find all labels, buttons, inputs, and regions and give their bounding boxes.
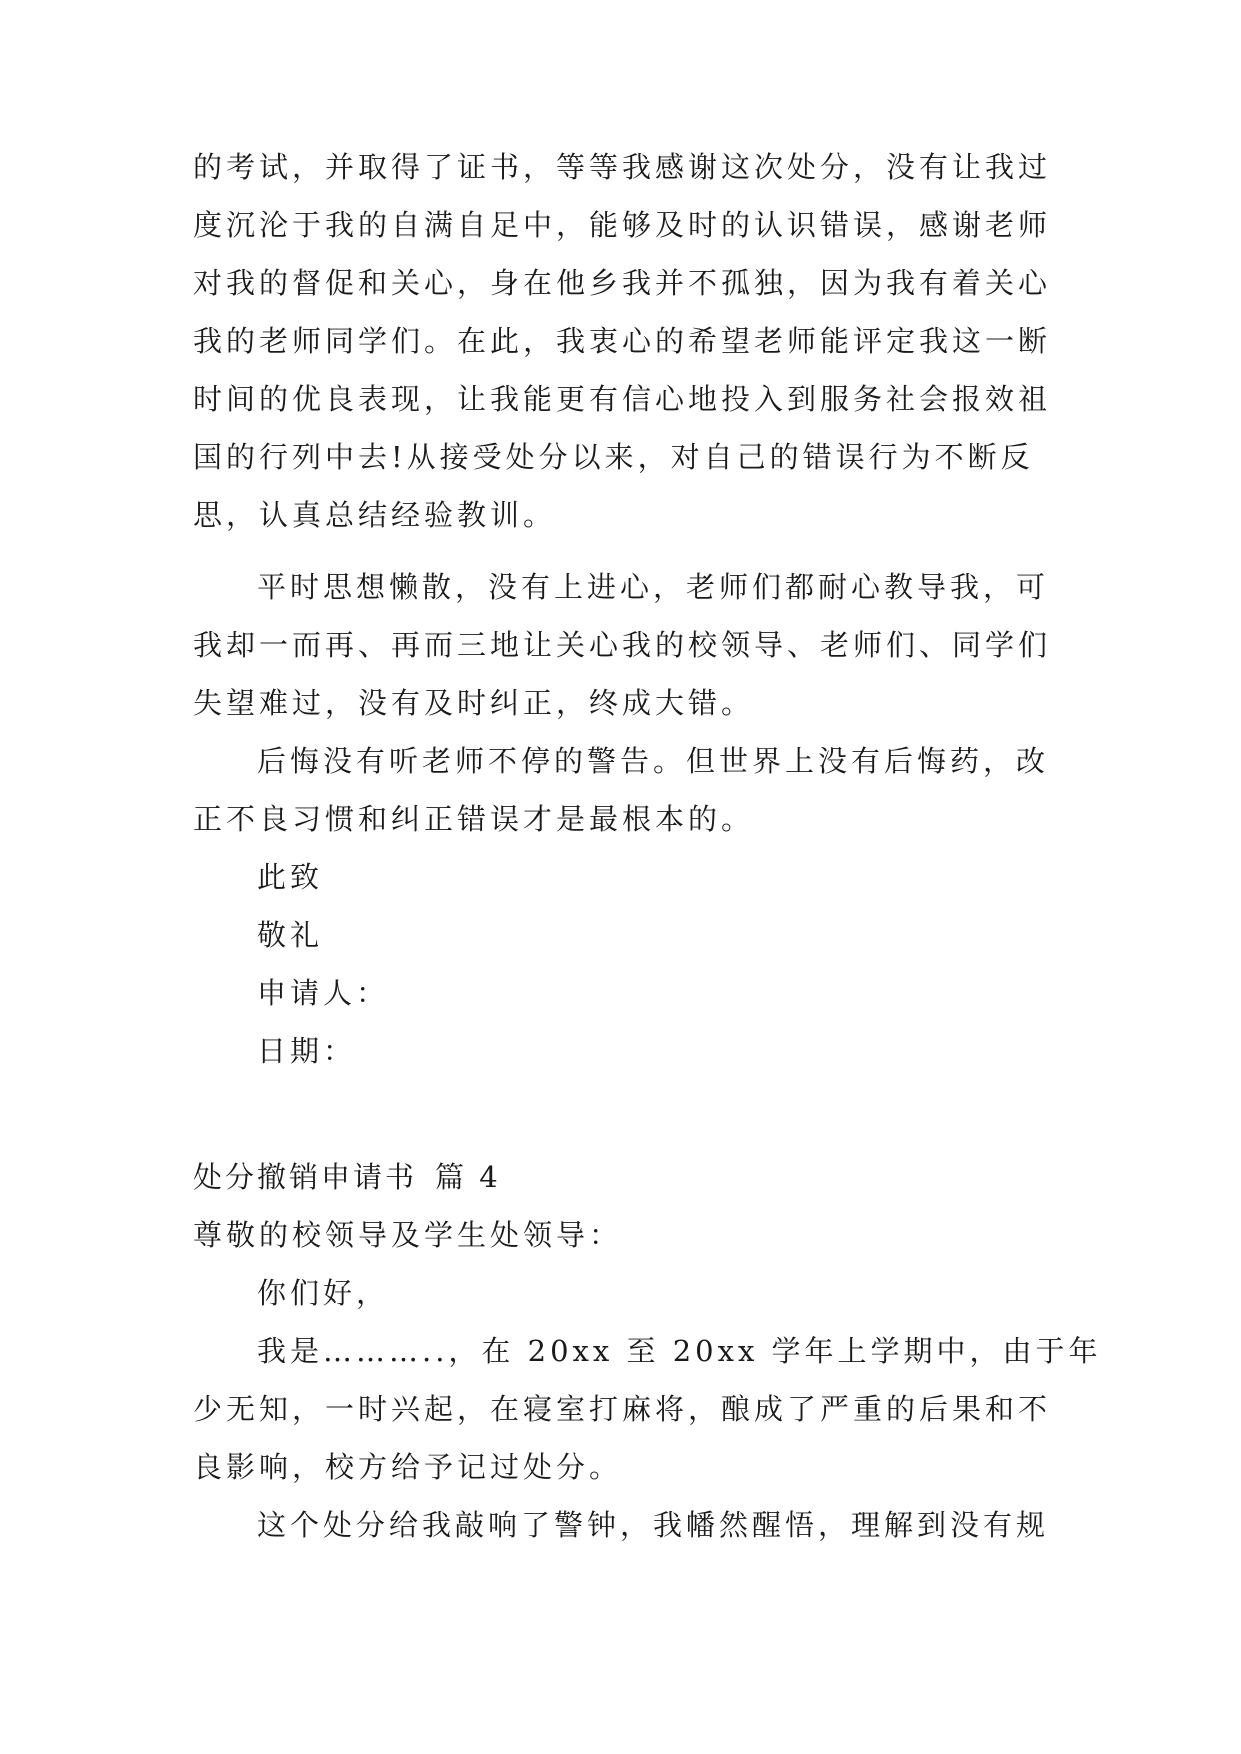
continuation-line-4: 我的老师同学们。在此，我衷心的希望老师能评定我这一断 [193,324,1052,358]
closing-regards: 敬礼 [257,918,324,952]
regret-line-2: 正不良习惯和纠正错误才是最根本的。 [193,802,755,836]
continuation-paragraph [193,138,1057,544]
laziness-line-1: 平时思想懒散，没有上进心，老师们都耐心教导我，可 [257,570,1050,604]
laziness-line-3: 失望难过，没有及时纠正，终成大错。 [193,686,755,720]
addressee: 尊敬的校领导及学生处领导： [193,1218,623,1252]
section-title: 处分撤销申请书 [193,1160,418,1194]
section-part-label: 篇 4 [435,1160,501,1194]
greeting: 你们好， [257,1276,390,1310]
reflection-line-1: 这个处分给我敲响了警钟，我幡然醒悟，理解到没有规 [257,1508,1050,1542]
closing-block [193,848,1057,1080]
date-label: 日期： [257,1034,357,1068]
laziness-line-2: 我却一而再、再而三地让关心我的校领导、老师们、同学们 [193,628,1052,662]
intro-line-2: 少无知，一时兴起，在寝室打麻将，酿成了严重的后果和不 [193,1392,1052,1426]
laziness-paragraph [193,558,1057,732]
closing-salutation: 此致 [257,860,324,894]
continuation-line-1: 的考试，并取得了证书，等等我感谢这次处分，没有让我过 [193,150,1052,184]
intro-line-3: 良影响，校方给予记过处分。 [193,1450,623,1484]
section-heading [193,1148,1057,1206]
reflection-paragraph [193,1496,1057,1554]
applicant-label: 申请人： [257,976,390,1010]
continuation-line-3: 对我的督促和关心，身在他乡我并不孤独，因为我有着关心 [193,266,1052,300]
regret-line-1: 后悔没有听老师不停的警告。但世界上没有后悔药，改 [257,744,1050,778]
continuation-line-2: 度沉沦于我的自满自足中，能够及时的认识错误，感谢老师 [193,208,1052,242]
intro-paragraph [193,1322,1102,1496]
continuation-line-5: 时间的优良表现，让我能更有信心地投入到服务社会报效祖 [193,382,1052,416]
continuation-line-7: 思，认真总结经验教训。 [193,498,557,532]
continuation-line-6: 国的行列中去!从接受处分以来，对自己的错误行为不断反 [193,440,1034,474]
addressee-block [193,1206,1057,1322]
regret-paragraph [193,732,1057,848]
intro-line-1: 我是………..，在 20xx 至 20xx 学年上学期中，由于年 [257,1334,1102,1368]
